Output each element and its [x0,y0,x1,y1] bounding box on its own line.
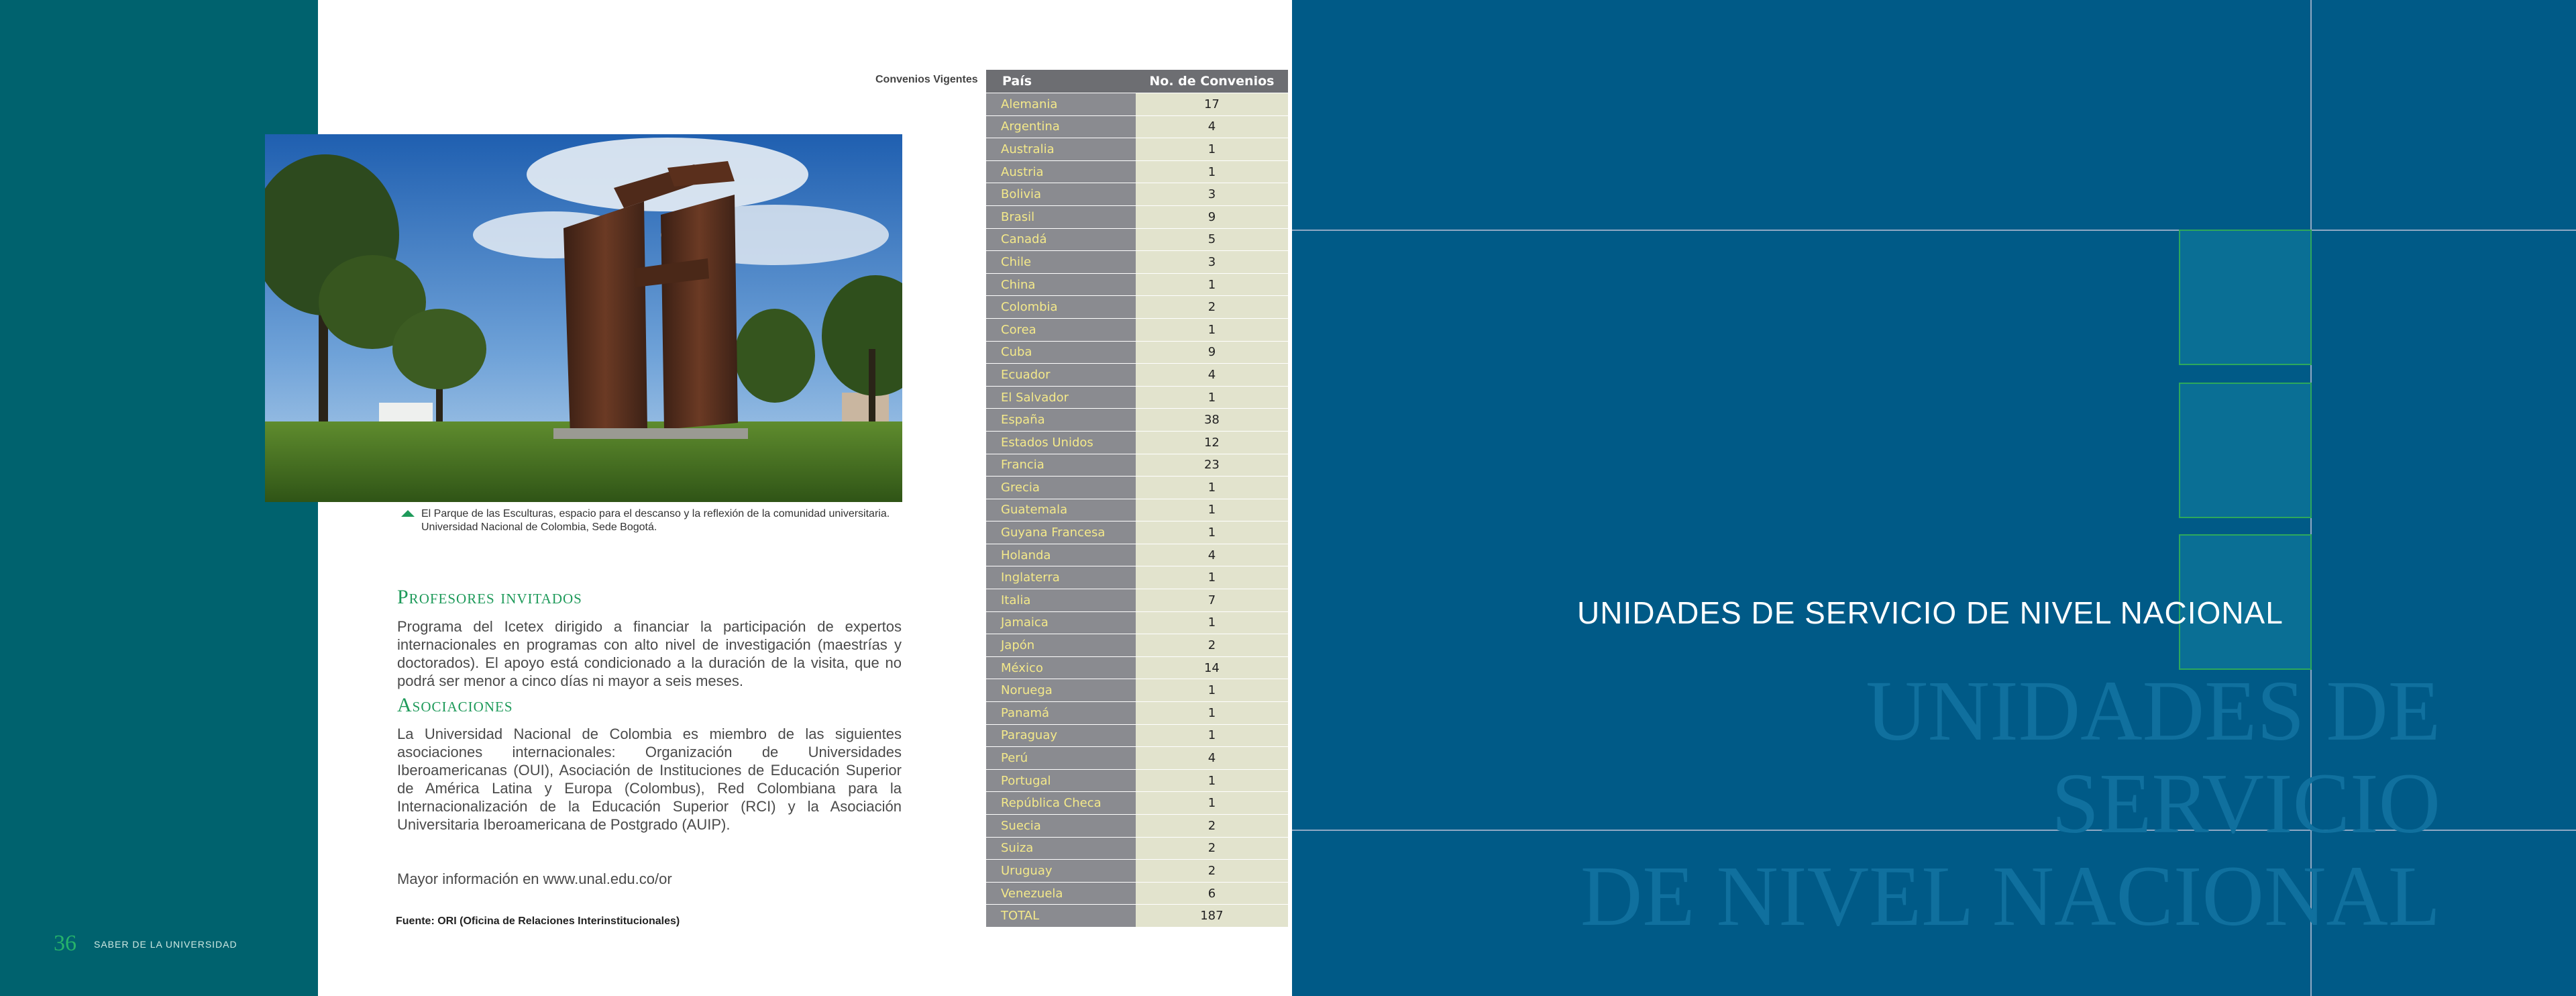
convenios-table [986,70,1288,928]
table-row [986,160,1288,183]
caption-line-1: El Parque de las Esculturas, espacio para el descanso y la reflexión de la comunidad universitaria. [421,508,890,519]
table-row [986,251,1288,274]
table-row [986,93,1288,116]
cell-count: 14 [1136,656,1288,679]
cell-count: 1 [1136,521,1288,544]
table-row [986,477,1288,499]
cell-country: Argentina [986,115,1136,138]
table-row [986,769,1288,792]
cell-country: Noruega [986,679,1136,702]
table-row [986,138,1288,161]
cell-count: 1 [1136,566,1288,589]
cell-count: 1 [1136,679,1288,702]
cell-country: Portugal [986,769,1136,792]
table-row [986,499,1288,521]
cell-count: 2 [1136,837,1288,860]
cell-count: 5 [1136,228,1288,251]
cell-count: 4 [1136,544,1288,566]
cell-count: 6 [1136,882,1288,905]
watermark-line-1: UNIDADES DE SERVICIO [1866,663,2440,851]
cell-country: Paraguay [986,724,1136,747]
cell-country: Inglaterra [986,566,1136,589]
cell-country: Grecia [986,477,1136,499]
table-row [986,183,1288,206]
cell-count: 1 [1136,160,1288,183]
cell-count: 1 [1136,477,1288,499]
cell-count: 9 [1136,205,1288,228]
cell-country: Holanda [986,544,1136,566]
cell-country: Bolivia [986,183,1136,206]
cell-count: 1 [1136,386,1288,409]
watermark-line-2: DE NIVEL NACIONAL [1580,848,2440,944]
cell-country: Austria [986,160,1136,183]
cell-count: 38 [1136,409,1288,432]
cell-count: 1 [1136,792,1288,815]
cell-country: Canadá [986,228,1136,251]
table-row [986,521,1288,544]
table-row [986,341,1288,364]
cell-count: 12 [1136,431,1288,454]
cell-country: México [986,656,1136,679]
cell-country: Jamaica [986,611,1136,634]
table-row [986,815,1288,838]
running-footer: SABER DE LA UNIVERSIDAD [94,939,237,950]
table-row [986,724,1288,747]
table-row [986,386,1288,409]
cell-country: Perú [986,747,1136,770]
cell-country: Ecuador [986,364,1136,387]
page-number: 36 [54,931,76,956]
cell-country: Corea [986,318,1136,341]
cell-country: China [986,273,1136,296]
cell-count: 3 [1136,183,1288,206]
cell-count: 23 [1136,454,1288,477]
column-header-convenios: No. de Convenios [1136,70,1288,93]
asociaciones-paragraph: La Universidad Nacional de Colombia es miembro de las siguientes asociaciones internacionales: Organización de Universidades Iberoamericanas (OUI), Asociación de Instituciones de Educación Superior de América Latina y Europa (Colombus), Red Colombiana para la Internacionalización de la Educación Superior (RCI) y la Asociación Universitaria Iberoamericana de Postgrado (AUIP). [397,726,902,833]
cell-count: 17 [1136,93,1288,116]
table-label: Convenios Vigentes [875,74,978,85]
cell-count: 4 [1136,115,1288,138]
table-row [986,837,1288,860]
table-row [986,544,1288,566]
table-row [986,364,1288,387]
cell-country: Venezuela [986,882,1136,905]
cell-country: Australia [986,138,1136,161]
sculpture-park-photo [265,134,902,502]
cell-country: Panamá [986,702,1136,725]
section-title-asociaciones: Asociaciones [397,694,513,716]
cell-country: Japón [986,634,1136,657]
cell-country: Suecia [986,815,1136,838]
accent-box [2179,230,2312,365]
cell-count: 2 [1136,860,1288,883]
table-row [986,792,1288,815]
table-row [986,454,1288,477]
cell-country: Estados Unidos [986,431,1136,454]
cell-count: 1 [1136,273,1288,296]
cell-country: Uruguay [986,860,1136,883]
table-row [986,656,1288,679]
accent-box [2179,383,2312,518]
cell-country: El Salvador [986,386,1136,409]
cell-count: 4 [1136,364,1288,387]
table-row [986,296,1288,319]
section-title-profesores: Profesores invitados [397,586,582,608]
table-row [986,589,1288,612]
divider-line-horizontal [1292,230,2576,231]
cell-count: 1 [1136,138,1288,161]
table-row [986,318,1288,341]
cell-country: Francia [986,454,1136,477]
cell-country: Colombia [986,296,1136,319]
table-row [986,115,1288,138]
cell-count: 1 [1136,724,1288,747]
source-note: Fuente: ORI (Oficina de Relaciones Interinstitucionales) [396,915,680,927]
cell-count: 2 [1136,634,1288,657]
cell-count: 2 [1136,815,1288,838]
cell-country: Brasil [986,205,1136,228]
cell-country: República Checa [986,792,1136,815]
table-row [986,702,1288,725]
cell-country: Italia [986,589,1136,612]
cell-count: 7 [1136,589,1288,612]
caption-line-2: Universidad Nacional de Colombia, Sede Bogotá. [421,521,657,533]
cell-count: 187 [1136,905,1288,928]
profesores-paragraph: Programa del Icetex dirigido a financiar la participación de expertos internacionales en programas con alto nivel de investigación (maestrías y doctorados). El apoyo está condicionado a la duración de la visita, que no podrá ser menor a cinco días ni mayor a seis meses. [397,618,902,689]
photo-caption [402,507,912,534]
table-row [986,228,1288,251]
table-row [986,860,1288,883]
cell-count: 9 [1136,341,1288,364]
section-divider-panel [1292,0,2576,996]
section-title: UNIDADES DE SERVICIO DE NIVEL NACIONAL [1577,595,2284,630]
cell-country: España [986,409,1136,432]
table-header-row [986,70,1288,93]
cell-count: 1 [1136,769,1288,792]
more-info-text: Mayor información en www.unal.edu.co/or [397,870,672,887]
cell-count: 1 [1136,611,1288,634]
table-row [986,679,1288,702]
cell-count: 2 [1136,296,1288,319]
cell-count: 3 [1136,251,1288,274]
table-row [986,431,1288,454]
cell-count: 1 [1136,702,1288,725]
table-row [986,905,1288,928]
table-row [986,747,1288,770]
cell-country: Guatemala [986,499,1136,521]
cell-country: Chile [986,251,1136,274]
cell-count: 4 [1136,747,1288,770]
table-row [986,205,1288,228]
column-header-pais: País [986,70,1136,93]
table-row [986,882,1288,905]
table-row [986,566,1288,589]
table-row [986,634,1288,657]
cell-country: Cuba [986,341,1136,364]
table-row [986,611,1288,634]
cell-count: 1 [1136,318,1288,341]
cell-country: TOTAL [986,905,1136,928]
cell-country: Guyana Francesa [986,521,1136,544]
table-body [986,93,1288,928]
cell-count: 1 [1136,499,1288,521]
table-row [986,273,1288,296]
table-row [986,409,1288,432]
cell-country: Alemania [986,93,1136,116]
title-watermark [1535,664,2440,942]
cell-country: Suiza [986,837,1136,860]
